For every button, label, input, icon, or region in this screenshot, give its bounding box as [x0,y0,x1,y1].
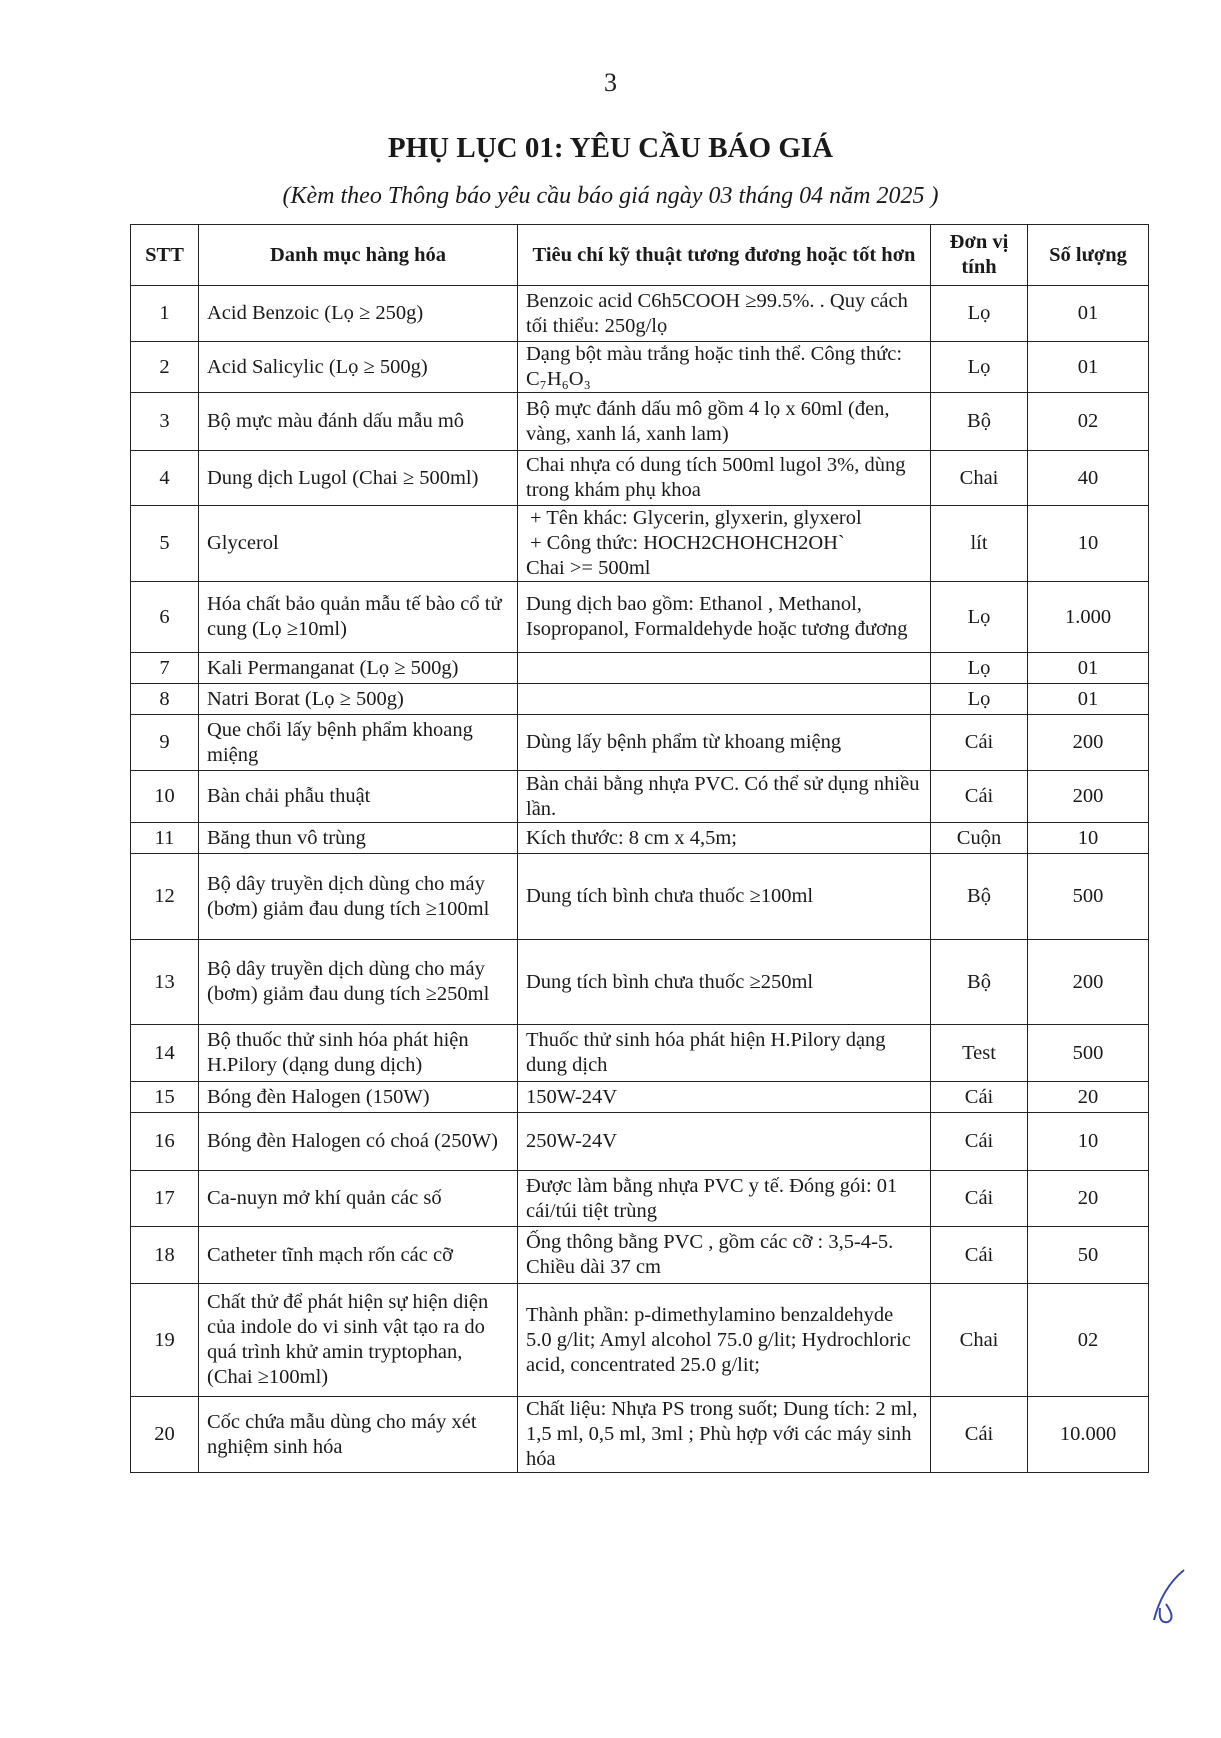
row-item-name: Glycerol [199,506,518,582]
row-unit: Cái [931,771,1028,823]
row-qty: 02 [1028,393,1149,451]
row-spec-line: + Công thức: HOCH2CHOHCH2OH` [530,532,845,554]
row-qty: 10.000 [1028,1397,1149,1473]
table-row [131,684,1149,715]
row-spec [518,506,931,582]
row-unit: Bộ [931,940,1028,1025]
row-unit: Bộ [931,854,1028,940]
row-spec: Bộ mực đánh dấu mô gồm 4 lọ x 60ml (đen, vàng, xanh lá, xanh lam) [518,393,931,451]
row-stt: 19 [131,1284,199,1397]
table-row [131,854,1149,940]
row-stt: 5 [131,506,199,582]
row-item-name: Acid Salicylic (Lọ ≥ 500g) [199,342,518,393]
row-spec: Dạng bột màu trắng hoặc tinh thể. Công thức: C₇H₆O₃ [518,342,931,393]
row-qty: 10 [1028,823,1149,854]
row-item-name: Acid Benzoic (Lọ ≥ 250g) [199,286,518,342]
row-spec: Chai nhựa có dung tích 500ml lugol 3%, dùng trong khám phụ khoa [518,451,931,506]
row-qty: 01 [1028,653,1149,684]
table-row [131,1113,1149,1171]
row-stt: 17 [131,1171,199,1227]
table-row [131,1284,1149,1397]
row-spec: Dung tích bình chưa thuốc ≥100ml [518,854,931,940]
table-row [131,940,1149,1025]
row-qty: 01 [1028,286,1149,342]
row-stt: 10 [131,771,199,823]
row-qty: 1.000 [1028,582,1149,653]
row-qty: 01 [1028,684,1149,715]
row-item-name: Ca-nuyn mở khí quản các số [199,1171,518,1227]
row-stt: 11 [131,823,199,854]
row-stt: 12 [131,854,199,940]
quote-table [130,224,1149,1473]
table-row [131,1171,1149,1227]
row-unit: Lọ [931,684,1028,715]
row-unit: Lọ [931,286,1028,342]
row-unit: Cái [931,1082,1028,1113]
row-item-name: Natri Borat (Lọ ≥ 500g) [199,684,518,715]
row-item-name: Que chổi lấy bệnh phẩm khoang miệng [199,715,518,771]
row-spec-line: + Tên khác: Glycerin, glyxerin, glyxerol [530,507,862,529]
header-name: Danh mục hàng hóa [199,225,518,286]
table-row [131,715,1149,771]
row-spec: 150W-24V [518,1082,931,1113]
table-row [131,393,1149,451]
row-unit: Cái [931,1397,1028,1473]
table-row [131,823,1149,854]
row-stt: 7 [131,653,199,684]
row-stt: 16 [131,1113,199,1171]
row-stt: 20 [131,1397,199,1473]
page-subtitle: (Kèm theo Thông báo yêu cầu báo giá ngày 03 tháng 04 năm 2025 ) [282,183,939,209]
page-title: PHỤ LỤC 01: YÊU CẦU BÁO GIÁ [387,132,834,164]
table-row [131,506,1149,582]
row-qty: 20 [1028,1171,1149,1227]
row-unit: Chai [931,451,1028,506]
table-row [131,1227,1149,1284]
row-stt: 3 [131,393,199,451]
row-spec [518,653,931,684]
row-spec: 250W-24V [518,1113,931,1171]
row-spec: Dùng lấy bệnh phẩm từ khoang miệng [518,715,931,771]
row-stt: 14 [131,1025,199,1082]
header-spec: Tiêu chí kỹ thuật tương đương hoặc tốt hơn [518,225,931,286]
row-unit: Test [931,1025,1028,1082]
row-stt: 13 [131,940,199,1025]
table-row [131,342,1149,393]
header-qty: Số lượng [1028,225,1149,286]
header-unit: Đơn vị tính [931,225,1028,286]
row-spec: Dung tích bình chưa thuốc ≥250ml [518,940,931,1025]
row-item-name: Chất thử để phát hiện sự hiện diện của indole do vi sinh vật tạo ra do quá trình khử amin tryptophan, (Chai ≥100ml) [199,1284,518,1397]
row-stt: 15 [131,1082,199,1113]
row-stt: 18 [131,1227,199,1284]
row-qty: 500 [1028,1025,1149,1082]
row-spec: Ống thông bằng PVC , gồm các cỡ : 3,5-4-5. Chiều dài 37 cm [518,1227,931,1284]
row-unit: Cuộn [931,823,1028,854]
row-item-name: Catheter tĩnh mạch rốn các cỡ [199,1227,518,1284]
row-qty: 40 [1028,451,1149,506]
page-number: 3 [604,68,617,97]
table-row [131,653,1149,684]
row-stt: 6 [131,582,199,653]
row-unit: Lọ [931,342,1028,393]
row-qty: 200 [1028,771,1149,823]
row-qty: 01 [1028,342,1149,393]
row-spec: Kích thước: 8 cm x 4,5m; [518,823,931,854]
row-item-name: Dung dịch Lugol (Chai ≥ 500ml) [199,451,518,506]
row-stt: 8 [131,684,199,715]
row-qty: 20 [1028,1082,1149,1113]
row-spec: Dung dịch bao gồm: Ethanol , Methanol, Isopropanol, Formaldehyde hoặc tương đương [518,582,931,653]
table-row [131,582,1149,653]
row-spec-line: Chai >= 500ml [526,557,651,579]
row-item-name: Bàn chải phẫu thuật [199,771,518,823]
row-unit: Cái [931,1227,1028,1284]
row-item-name: Kali Permanganat (Lọ ≥ 500g) [199,653,518,684]
row-unit: Bộ [931,393,1028,451]
row-stt: 9 [131,715,199,771]
row-qty: 10 [1028,506,1149,582]
row-unit: Lọ [931,582,1028,653]
row-item-name: Bộ dây truyền dịch dùng cho máy (bơm) giảm đau dung tích ≥250ml [199,940,518,1025]
row-spec: Chất liệu: Nhựa PS trong suốt; Dung tích: 2 ml, 1,5 ml, 0,5 ml, 3ml ; Phù hợp với các máy sinh hóa [518,1397,931,1473]
row-item-name: Bóng đèn Halogen có choá (250W) [199,1113,518,1171]
row-spec [518,684,931,715]
row-unit: Chai [931,1284,1028,1397]
row-item-name: Cốc chứa mẫu dùng cho máy xét nghiệm sinh hóa [199,1397,518,1473]
row-unit: Cái [931,715,1028,771]
row-stt: 1 [131,286,199,342]
table-row [131,451,1149,506]
row-unit: Cái [931,1171,1028,1227]
row-item-name: Băng thun vô trùng [199,823,518,854]
row-stt: 2 [131,342,199,393]
row-spec: Thuốc thử sinh hóa phát hiện H.Pilory dạng dung dịch [518,1025,931,1082]
header-stt: STT [131,225,199,286]
row-unit: Lọ [931,653,1028,684]
row-qty: 10 [1028,1113,1149,1171]
handwritten-initial-mark [1150,1568,1190,1628]
row-spec: Benzoic acid C6h5COOH ≥99.5%. . Quy cách tối thiểu: 250g/lọ [518,286,931,342]
row-spec: Bàn chải bằng nhựa PVC. Có thể sử dụng nhiều lần. [518,771,931,823]
row-qty: 200 [1028,715,1149,771]
row-item-name: Bộ mực màu đánh dấu mẫu mô [199,393,518,451]
table-row [131,1082,1149,1113]
row-item-name: Hóa chất bảo quản mẫu tế bào cổ tử cung (Lọ ≥10ml) [199,582,518,653]
row-qty: 50 [1028,1227,1149,1284]
table-row [131,1025,1149,1082]
row-qty: 200 [1028,940,1149,1025]
row-unit: Cái [931,1113,1028,1171]
row-qty: 500 [1028,854,1149,940]
row-item-name: Bộ thuốc thử sinh hóa phát hiện H.Pilory (dạng dung dịch) [199,1025,518,1082]
table-row [131,286,1149,342]
table-header-row [131,225,1149,286]
row-stt: 4 [131,451,199,506]
row-unit: lít [931,506,1028,582]
row-spec: Được làm bằng nhựa PVC y tế. Đóng gói: 01 cái/túi tiệt trùng [518,1171,931,1227]
row-qty: 02 [1028,1284,1149,1397]
row-spec: Thành phần: p-dimethylamino benzaldehyde 5.0 g/lit; Amyl alcohol 75.0 g/lit; Hydrochloric acid, concentrated 25.0 g/lit; [518,1284,931,1397]
table-row [131,771,1149,823]
row-item-name: Bóng đèn Halogen (150W) [199,1082,518,1113]
table-row [131,1397,1149,1473]
row-item-name: Bộ dây truyền dịch dùng cho máy (bơm) giảm đau dung tích ≥100ml [199,854,518,940]
